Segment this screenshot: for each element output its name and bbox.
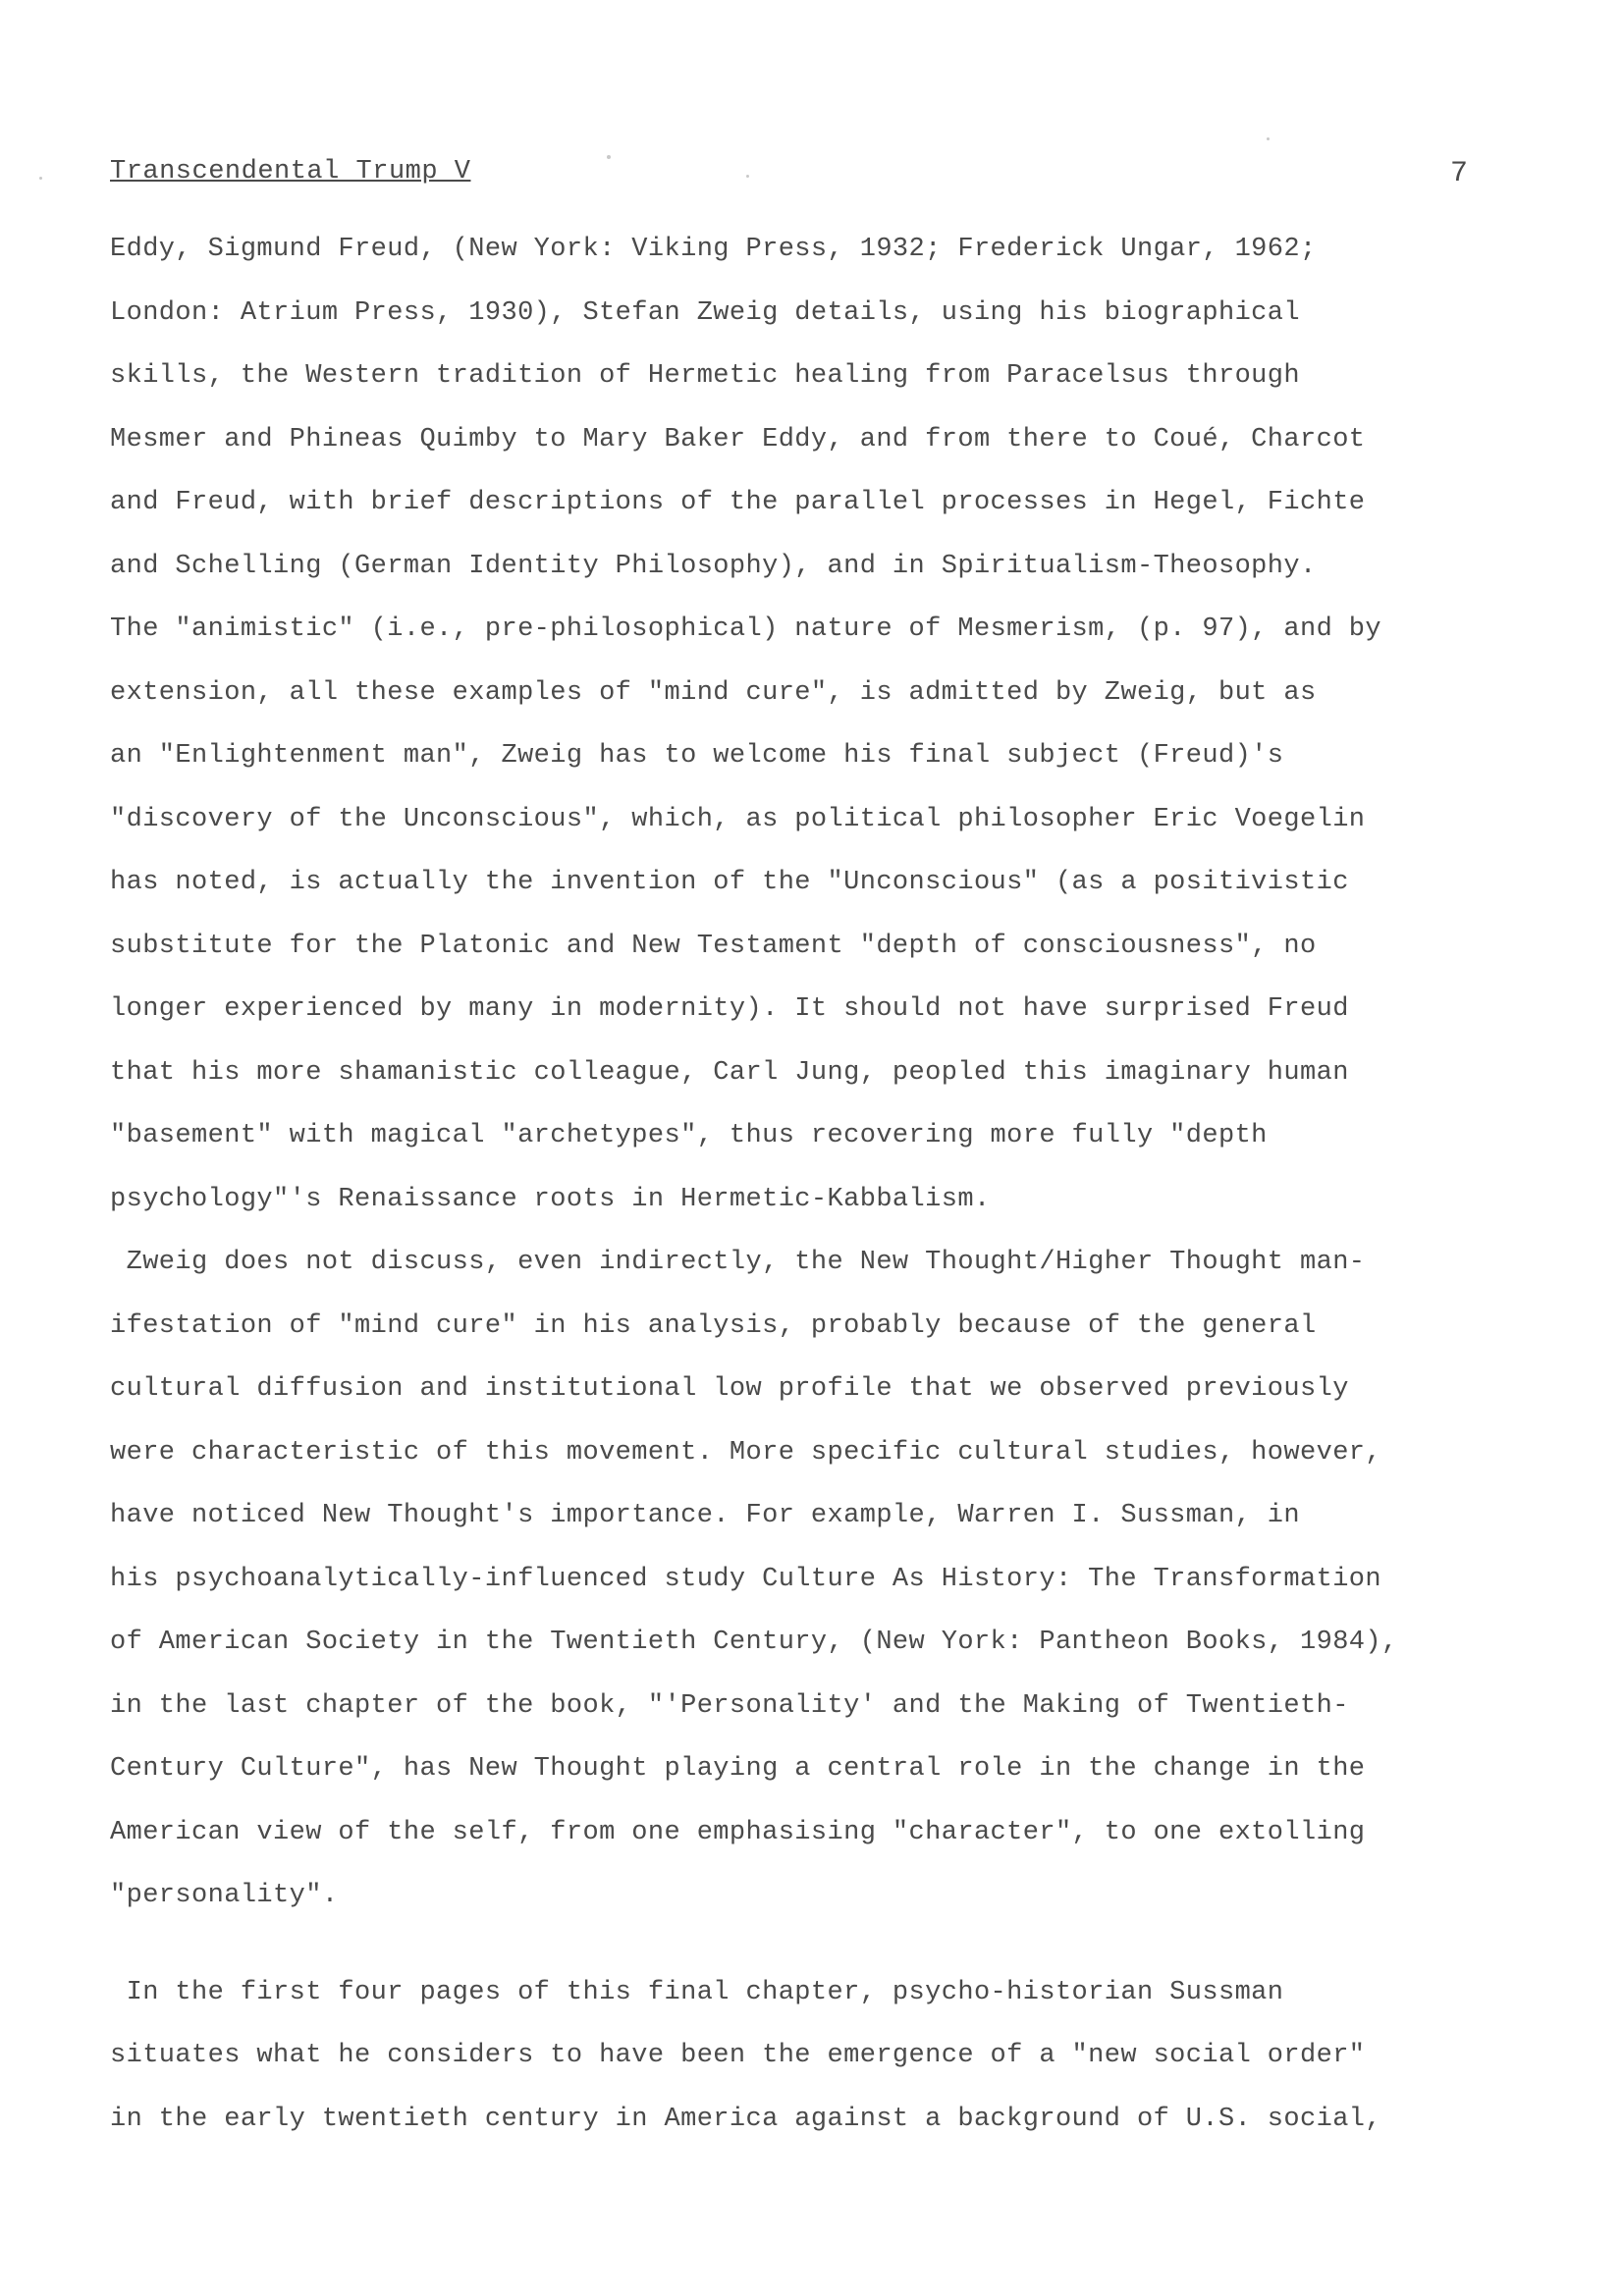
text-line: situates what he considers to have been the emergence of a "new social order" (110, 2041, 1366, 2070)
paragraph-gap (110, 1928, 1583, 1961)
page-number: 7 (1450, 157, 1469, 190)
paragraph-1 (110, 218, 1583, 1231)
paper-speck (607, 155, 611, 159)
text-line: of American Society in the Twentieth Century, (New York: Pantheon Books, 1984), (110, 1628, 1398, 1657)
text-line: cultural diffusion and institutional low profile that we observed previously (110, 1374, 1349, 1404)
text-line: Zweig does not discuss, even indirectly, the New Thought/Higher Thought man- (110, 1248, 1366, 1277)
paragraph-2 (110, 1231, 1583, 1928)
paper-speck (39, 177, 42, 180)
text-line: his psychoanalytically-influenced study Culture As History: The Transformation (110, 1564, 1382, 1594)
text-line: skills, the Western tradition of Hermetic healing from Paracelsus through (110, 361, 1300, 391)
text-line: London: Atrium Press, 1930), Stefan Zweig details, using his biographical (110, 297, 1300, 328)
paper-speck (1267, 137, 1270, 140)
text-line: "discovery of the Unconscious", which, as political philosopher Eric Voegelin (110, 804, 1366, 834)
paper-speck (746, 175, 749, 178)
text-line: extension, all these examples of "mind cure", is admitted by Zweig, but as (110, 677, 1317, 708)
text-line: and Freud, with brief descriptions of the parallel processes in Hegel, Fichte (110, 488, 1366, 517)
text-line: psychology"'s Renaissance roots in Hermetic-Kabbalism. (110, 1184, 991, 1214)
text-line: Mesmer and Phineas Quimby to Mary Baker Eddy, and from there to Coué, Charcot (110, 424, 1366, 454)
text-line: in the last chapter of the book, "'Personality' and the Making of Twentieth- (110, 1690, 1349, 1721)
paragraph-3 (110, 1961, 1583, 2152)
text-line: In the first four pages of this final chapter, psycho-historian Sussman (110, 1977, 1284, 2007)
text-line: in the early twentieth century in America against a background of U.S. social, (110, 2104, 1382, 2134)
text-line: "basement" with magical "archetypes", thus recovering more fully "depth (110, 1121, 1268, 1150)
text-line: and Schelling (German Identity Philosophy), and in Spiritualism-Theosophy. (110, 551, 1317, 581)
text-line: have noticed New Thought's importance. For example, Warren I. Sussman, in (110, 1501, 1300, 1530)
text-line: "personality". (110, 1881, 339, 1910)
text-line: Eddy, Sigmund Freud, (New York: Viking Press, 1932; Frederick Ungar, 1962; (110, 235, 1317, 264)
text-line: Century Culture", has New Thought playing a central role in the change in the (110, 1754, 1366, 1784)
document-body (110, 218, 1583, 2151)
text-line: has noted, is actually the invention of the "Unconscious" (as a positivistic (110, 868, 1349, 897)
text-line: an "Enlightenment man", Zweig has to welcome his final subject (Freud)'s (110, 741, 1284, 771)
text-line: ifestation of "mind cure" in his analysis, probably because of the general (110, 1310, 1317, 1341)
text-line: American view of the self, from one emphasising "character", to one extolling (110, 1817, 1366, 1847)
text-line: that his more shamanistic colleague, Carl Jung, peopled this imaginary human (110, 1057, 1349, 1088)
text-line: substitute for the Platonic and New Testament "depth of consciousness", no (110, 931, 1317, 961)
text-line: were characteristic of this movement. More specific cultural studies, however, (110, 1437, 1382, 1468)
text-line: The "animistic" (i.e., pre-philosophical) nature of Mesmerism, (p. 97), and by (110, 614, 1382, 644)
running-header: Transcendental Trump V (110, 157, 471, 187)
text-line: longer experienced by many in modernity). It should not have surprised Freud (110, 994, 1349, 1024)
